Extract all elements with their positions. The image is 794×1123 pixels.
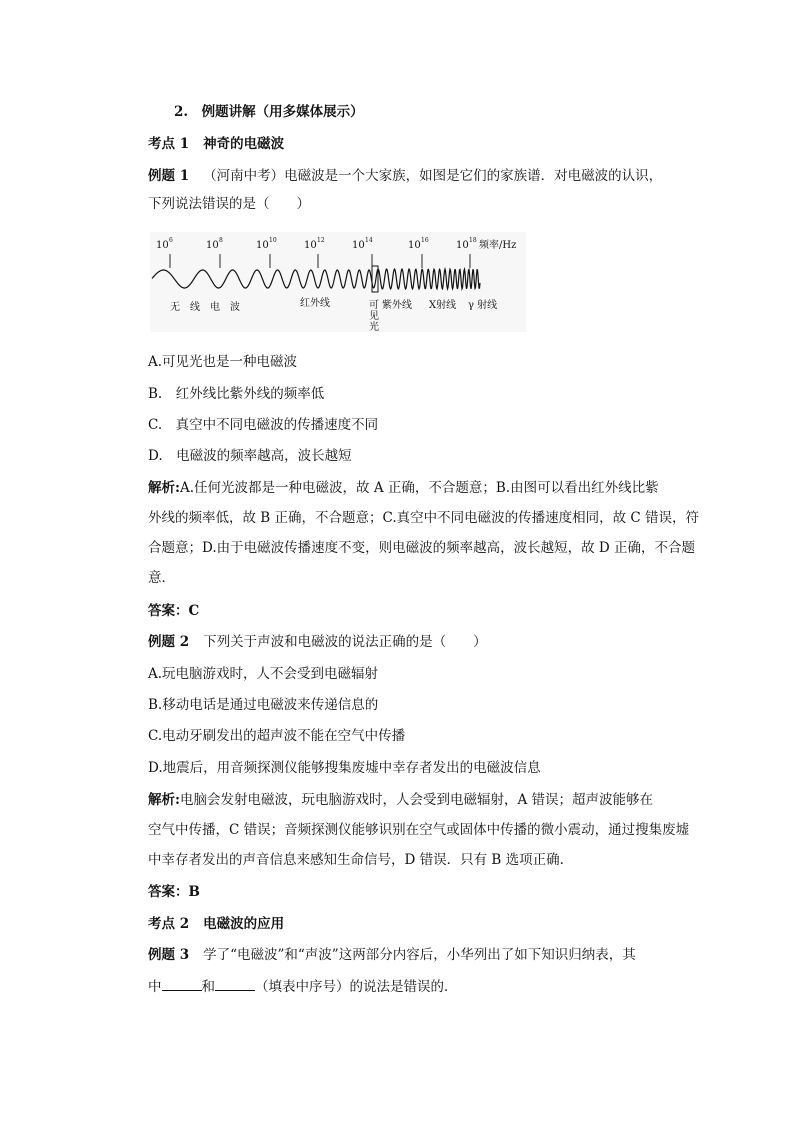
example-1-option-d: D. 电磁波的频率越高，波长越短 (148, 448, 352, 464)
freq-label-1e16 (408, 237, 429, 251)
svg-text:10: 10 (352, 240, 365, 251)
example-1-option-a: A.可见光也是一种电磁波 (148, 354, 298, 370)
example-3-label: 例题 3 (148, 947, 190, 963)
example-2-option-d: D.地震后，用音频探测仪能够搜集废墟中幸存者发出的电磁波信息 (148, 760, 541, 776)
svg-text:8: 8 (219, 237, 223, 244)
example-3-stem: 例题 3 学了“电磁波”和“声波”这两部分内容后，小华列出了如下知识归纳表，其 (148, 947, 636, 963)
example-2-option-b: B.移动电话是通过电磁波来传递信息的 (148, 697, 379, 713)
band-label-gamma: γ 射线 (468, 300, 498, 311)
freq-label-1e6 (156, 237, 173, 251)
svg-text:10: 10 (156, 240, 169, 251)
band-label-visible-2: 见 (369, 311, 379, 322)
em-spectrum-figure (150, 232, 526, 332)
freq-label-1e12 (304, 237, 325, 251)
freq-ticks (170, 254, 470, 268)
example-2-analysis-line-3: 中幸存者发出的声音信息来感知生命信号，D 错误．只有 B 选项正确. (148, 852, 564, 868)
answer-blank-1[interactable] (162, 976, 202, 991)
freq-label-1e18 (456, 237, 477, 251)
svg-text:10: 10 (408, 240, 421, 251)
example-1-stem (148, 166, 662, 186)
freq-label-1e8 (206, 237, 223, 251)
example-1-analysis-line-3: 合题意；D.由于电磁波传播速度不变，则电磁波的频率越高，波长越短，故 D 正确，不合题 (148, 540, 696, 556)
svg-text:10: 10 (206, 240, 219, 251)
band-label-visible-1: 可 (369, 300, 379, 311)
svg-text:10: 10 (304, 240, 317, 251)
em-wave-path (152, 269, 480, 289)
example-1-answer: 答案：C (148, 603, 200, 619)
topic-2-title: 电磁波的应用 (203, 916, 285, 932)
em-spectrum-svg (150, 232, 526, 332)
svg-text:12: 12 (317, 237, 325, 244)
svg-text:14: 14 (365, 237, 373, 244)
band-label-radio: 无 线 电 波 (170, 302, 240, 313)
example-2-analysis-line-2: 空气中传播，C 错误；音频探测仪能够识别在空气或固体中传播的微小震动，通过搜集废墟 (148, 822, 690, 838)
topic-1-heading (148, 134, 284, 154)
svg-text:10: 10 (456, 240, 469, 251)
svg-text:10: 10 (269, 237, 277, 244)
svg-text:18: 18 (469, 237, 477, 244)
example-3-line2: 中 和 （填表中序号）的说法是错误的． (148, 976, 458, 997)
example-1-analysis-line-1: 解析:A.任何光波都是一种电磁波，故 A 正确，不合题意；B.由图可以看出红外线比紫 (148, 480, 659, 496)
example-2-analysis-line-1: 解析:电脑会发射电磁波，玩电脑游戏时，人会受到电磁辐射，A 错误；超声波能够在 (148, 792, 654, 808)
example-1-line2: 下列说法错误的是（ ） (148, 196, 310, 212)
answer-blank-2[interactable] (215, 976, 255, 991)
svg-text:10: 10 (256, 240, 269, 251)
example-1-option-c: C. 真空中不同电磁波的传播速度不同 (148, 417, 379, 433)
svg-text:16: 16 (421, 237, 429, 244)
example-2-analysis-label: 解析: (148, 792, 180, 808)
freq-label-1e14 (352, 237, 373, 251)
example-2-label: 例题 2 (148, 634, 190, 650)
example-2-option-a: A.玩电脑游戏时，人不会受到电磁辐射 (148, 666, 379, 682)
example-1-line1: （河南中考）电磁波是一个大家族，如图是它们的家族谱．对电磁波的认识， (203, 168, 663, 184)
band-label-xray: X射线 (429, 300, 457, 311)
example-2-option-c: C.电动牙刷发出的超声波不能在空气中传播 (148, 728, 406, 744)
example-1-analysis-line-4: 意． (148, 570, 175, 586)
topic-1-label: 考点 1 (148, 136, 190, 152)
topic-1-title: 神奇的电磁波 (203, 136, 285, 152)
freq-label-1e10 (256, 237, 277, 251)
freq-unit-label: 频率/Hz (479, 240, 517, 251)
example-1-analysis-line-2: 外线的频率低，故 B 正确，不合题意；C.真空中不同电磁波的传播速度相同，故 C 错误，符 (148, 510, 700, 526)
example-1-option-b: B. 红外线比紫外线的频率低 (148, 386, 325, 402)
topic-2-heading (148, 914, 284, 934)
example-2-stem: 例题 2 下列关于声波和电磁波的说法正确的是（ ） (148, 634, 487, 650)
band-label-ultraviolet: 紫外线 (382, 300, 412, 311)
example-1-label: 例题 1 (148, 168, 190, 184)
topic-2-label: 考点 2 (148, 916, 190, 932)
band-label-infrared: 红外线 (300, 298, 330, 309)
section-title: 2. 例题讲解（用多媒体展示） (174, 104, 364, 120)
example-2-answer: 答案：B (148, 884, 200, 900)
band-label-visible-3: 光 (369, 322, 379, 332)
svg-text:6: 6 (169, 237, 173, 244)
example-1-analysis-label: 解析: (148, 480, 180, 496)
